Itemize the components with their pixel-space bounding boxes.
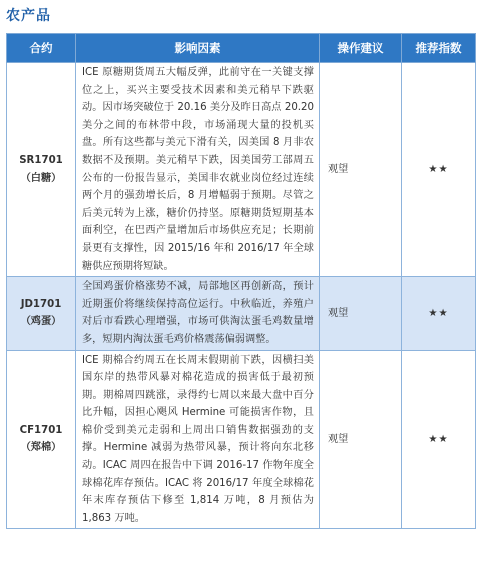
table-header-row [7,34,476,63]
advice-text: 观望 [320,277,402,350]
factor-text: 全国鸡蛋价格涨势不减，局部地区再创新高，预计近期蛋价将继续保持高位运行。中秋临近，养殖户对后市看跌心理增强，市场可供淘汰蛋毛鸡数量增多，短期内淘汰蛋毛鸡价格震荡偏弱调整。 [76,277,320,350]
rating-stars: ★★ [402,63,476,277]
table-row [7,350,476,529]
header-advice: 操作建议 [320,34,402,63]
recommendation-table [6,33,476,529]
header-contract: 合约 [7,34,76,63]
rating-stars: ★★ [402,277,476,350]
rating-stars: ★★ [402,350,476,529]
contract-cell [7,350,76,529]
advice-text: 观望 [320,350,402,529]
advice-text: 观望 [320,63,402,277]
contract-cell [7,277,76,350]
contract-cell [7,63,76,277]
contract-name: （白糖） [20,172,62,184]
table-row [7,63,476,277]
factor-text: ICE 原糖期货周五大幅反弹，此前守在一关键支撑位之上，买兴主要受技术因素和美元稍早下跌驱动。因市场突破位于 20.16 美分及昨日高点 20.20 美分之间的布林带中段，市场涌现大量的投机买盘。所有这些都与美元下滑有关，因美国 8 月非农数据不及预期。美元稍早下跌，因美国劳工部周五公布的一份报告显示，美国非农就业岗位经过连续两个月的强劲增长后，8 月增幅弱于预期。尽管之后美元转为上涨，糖价仍持坚。原糖期货短期基本面利空，在巴西产量增加后市场供应充足；长期前景更有支撑性，因 2015/16 年和 2016/17 年全球糖供应预期将短缺。 [76,63,320,277]
header-rating: 推荐指数 [402,34,476,63]
header-factors: 影响因素 [76,34,320,63]
table-row [7,277,476,350]
contract-code: SR1701 [19,154,63,166]
page-title: 农产品 [6,8,51,24]
factor-text: ICE 期棉合约周五在长周末假期前下跌，因横扫美国东岸的热带风暴对棉花造成的损害低于最初预期。期棉周四跳涨，录得约七周以来最大盘中百分比升幅，因担心飓风 Hermine 可能损害作物，且棉价受到美元走弱和上周出口销售数据强劲的支撑。Hermine 减弱为热带风暴，预计将向东北移动。ICAC 周四在报告中下调 2016-17 作物年度全球棉花库存预估。ICAC 将 2016/17 年度全球棉花年末库存预估下修至 1,814 万吨，8 月预估为 1,863 万吨。 [76,350,320,529]
contract-code: CF1701 [19,424,63,436]
contract-name: （鸡蛋） [20,316,62,328]
contract-code: JD1701 [20,298,62,310]
contract-name: （郑棉） [20,442,62,454]
